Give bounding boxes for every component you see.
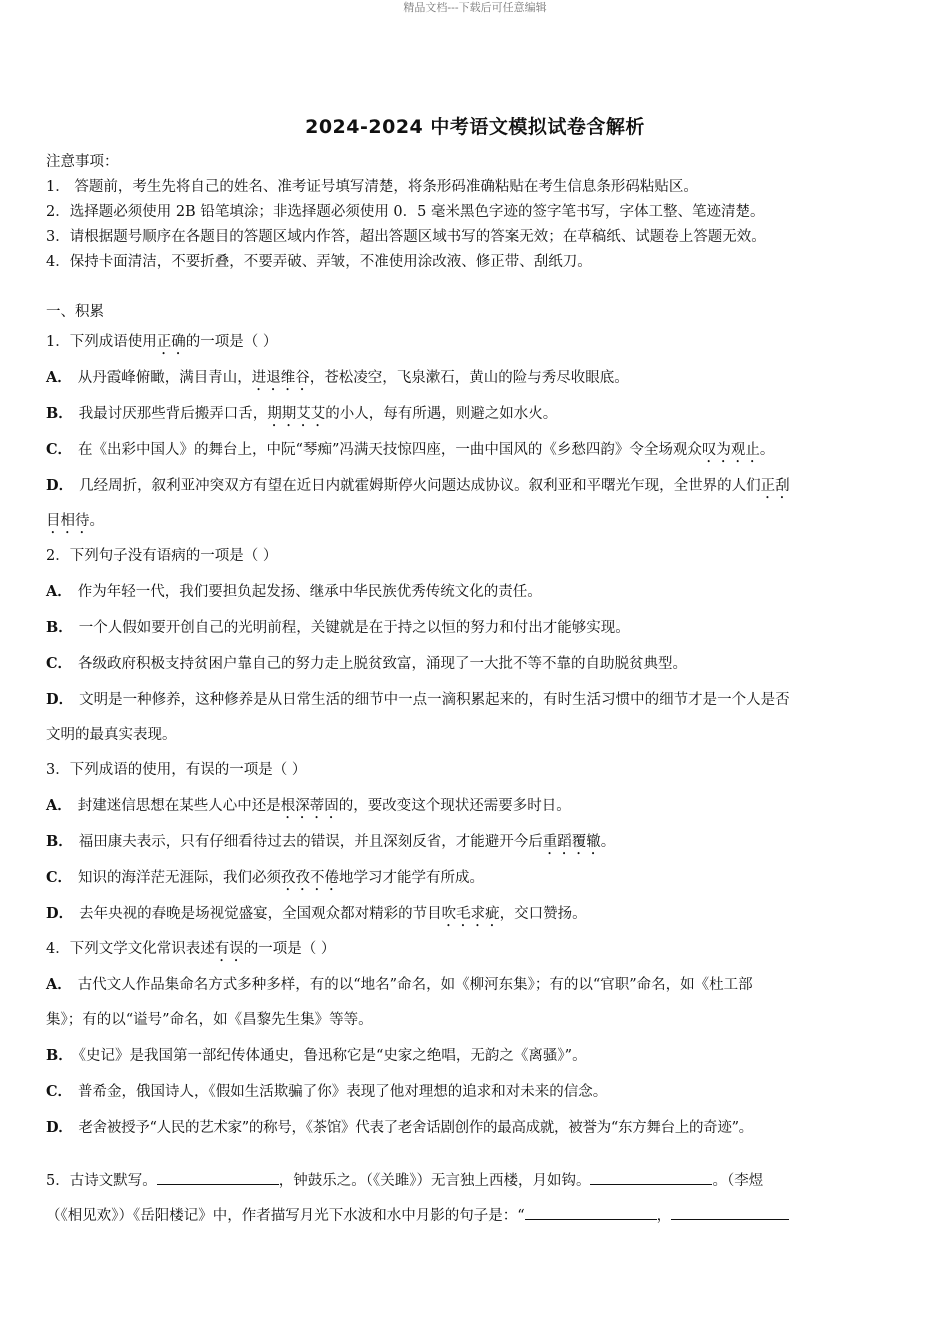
question-4-option-a-cont: 集》；有的以“谥号”命名，如《昌黎先生集》等等。 bbox=[46, 1012, 373, 1028]
question-1-option-c: C． 在《出彩中国人》的舞台上，中阮“琴痴”冯满天技惊四座，一曲中国风的《乡愁四韵》令全场观众叹为观止。 bbox=[46, 441, 775, 458]
notice-item-1: 1． 答题前，考生先将自己的姓名、准考证号填写清楚，将条形码准确粘贴在考生信息条形码粘贴区。 bbox=[46, 179, 698, 195]
question-5-line-2: （《相见欢》）《岳阳楼记》中，作者描写月光下水波和水中月影的句子是：“ ， bbox=[46, 1199, 902, 1234]
question-4-option-c: C． 普希金，俄国诗人，《假如生活欺骗了你》表现了他对理想的追求和对未来的信念。 bbox=[46, 1083, 608, 1100]
question-4-option-a: A． 古代文人作品集命名方式多种多样，有的以“地名”命名，如《柳河东集》；有的以“官职”命名，如《杜工部 bbox=[46, 976, 753, 993]
answer-blank-1[interactable] bbox=[157, 1170, 279, 1185]
notice-heading: 注意事项： bbox=[46, 154, 119, 170]
question-4-option-d: D． 老舍被授予“人民的艺术家”的称号，《茶馆》代表了老舍话剧创作的最高成就，被誉为“东方舞台上的奇迹”。 bbox=[46, 1119, 753, 1136]
question-3-stem: 3．下列成语的使用，有误的一项是（ ） bbox=[46, 762, 307, 778]
question-3-option-b: B． 福田康夫表示，只有仔细看待过去的错误，并且深刻反省，才能避开今后重蹈覆辙。 bbox=[46, 833, 616, 850]
question-3-option-a: A． 封建迷信思想在某些人心中还是根深蒂固的，要改变这个现状还需要多时日。 bbox=[46, 797, 571, 814]
question-3-option-d: D． 去年央视的春晚是场视觉盛宴，全国观众都对精彩的节目吹毛求疵，交口赞扬。 bbox=[46, 905, 587, 922]
question-2-option-d: D． 文明是一种修养，这种修养是从日常生活的细节中一点一滴积累起来的，有时生活习惯中的细节才是一个人是否 bbox=[46, 691, 790, 708]
notice-item-4: 4．保持卡面清洁，不要折叠，不要弄破、弄皱，不准使用涂改液、修正带、刮纸刀。 bbox=[46, 254, 592, 270]
exam-title: 2024-2024 中考语文模拟试卷含解析 bbox=[305, 116, 645, 138]
notice-block bbox=[46, 150, 902, 275]
question-2-option-a: A． 作为年轻一代，我们要担负起发扬、继承中华民族优秀传统文化的责任。 bbox=[46, 583, 542, 600]
page-header: 精品文档---下载后可任意编辑 bbox=[403, 1, 547, 14]
answer-blank-2[interactable] bbox=[590, 1170, 712, 1185]
notice-item-3: 3．请根据题号顺序在各题目的答题区域内作答，超出答题区域书写的答案无效；在草稿纸、试题卷上答题无效。 bbox=[46, 229, 766, 245]
question-1-option-b: B． 我最讨厌那些背后搬弄口舌，期期艾艾的小人，每有所遇，则避之如水火。 bbox=[46, 405, 558, 422]
answer-blank-4[interactable] bbox=[671, 1205, 789, 1220]
question-1-stem: 1．下列成语使用正确的一项是（ ） bbox=[46, 334, 278, 350]
question-2-option-d-cont: 文明的最真实表现。 bbox=[46, 727, 177, 743]
question-1-option-a: A． 从丹霞峰俯瞰，满目青山，进退维谷，苍松凌空，飞泉漱石，黄山的险与秀尽收眼底。 bbox=[46, 369, 629, 386]
question-4-stem: 4．下列文学文化常识表述有误的一项是（ ） bbox=[46, 941, 336, 957]
question-5-line-1: 5．古诗文默写。 ，钟鼓乐之。（《关雎》）无言独上西楼，月如钩。 。（李煜 bbox=[46, 1164, 902, 1199]
section-heading: 一、积累 bbox=[46, 304, 104, 320]
answer-blank-3[interactable] bbox=[525, 1205, 657, 1220]
notice-item-2: 2．选择题必须使用 2B 铅笔填涂；非选择题必须使用 0．5 毫米黑色字迹的签字笔书写，字体工整、笔迹清楚。 bbox=[46, 204, 765, 220]
question-2-stem: 2．下列句子没有语病的一项是（ ） bbox=[46, 548, 278, 564]
question-2-option-b: B． 一个人假如要开创自己的光明前程，关键就是在于持之以恒的努力和付出才能够实现。 bbox=[46, 619, 630, 636]
exam-content bbox=[46, 150, 902, 1234]
question-1-option-d-cont: 目相待。 bbox=[46, 513, 104, 529]
question-3-option-c: C． 知识的海洋茫无涯际，我们必须孜孜不倦地学习才能学有所成。 bbox=[46, 869, 485, 886]
question-2-option-c: C． 各级政府积极支持贫困户靠自己的努力走上脱贫致富，涌现了一大批不等不靠的自助脱贫典型。 bbox=[46, 655, 688, 672]
question-1-option-d: D． 几经周折，叙利亚冲突双方有望在近日内就霍姆斯停火问题达成协议。叙利亚和平曙光乍现，全世界的人们正刮 bbox=[46, 477, 790, 494]
question-4-option-b: B． 《史记》是我国第一部纪传体通史，鲁迅称它是“史家之绝唱，无韵之《离骚》”。 bbox=[46, 1047, 587, 1064]
